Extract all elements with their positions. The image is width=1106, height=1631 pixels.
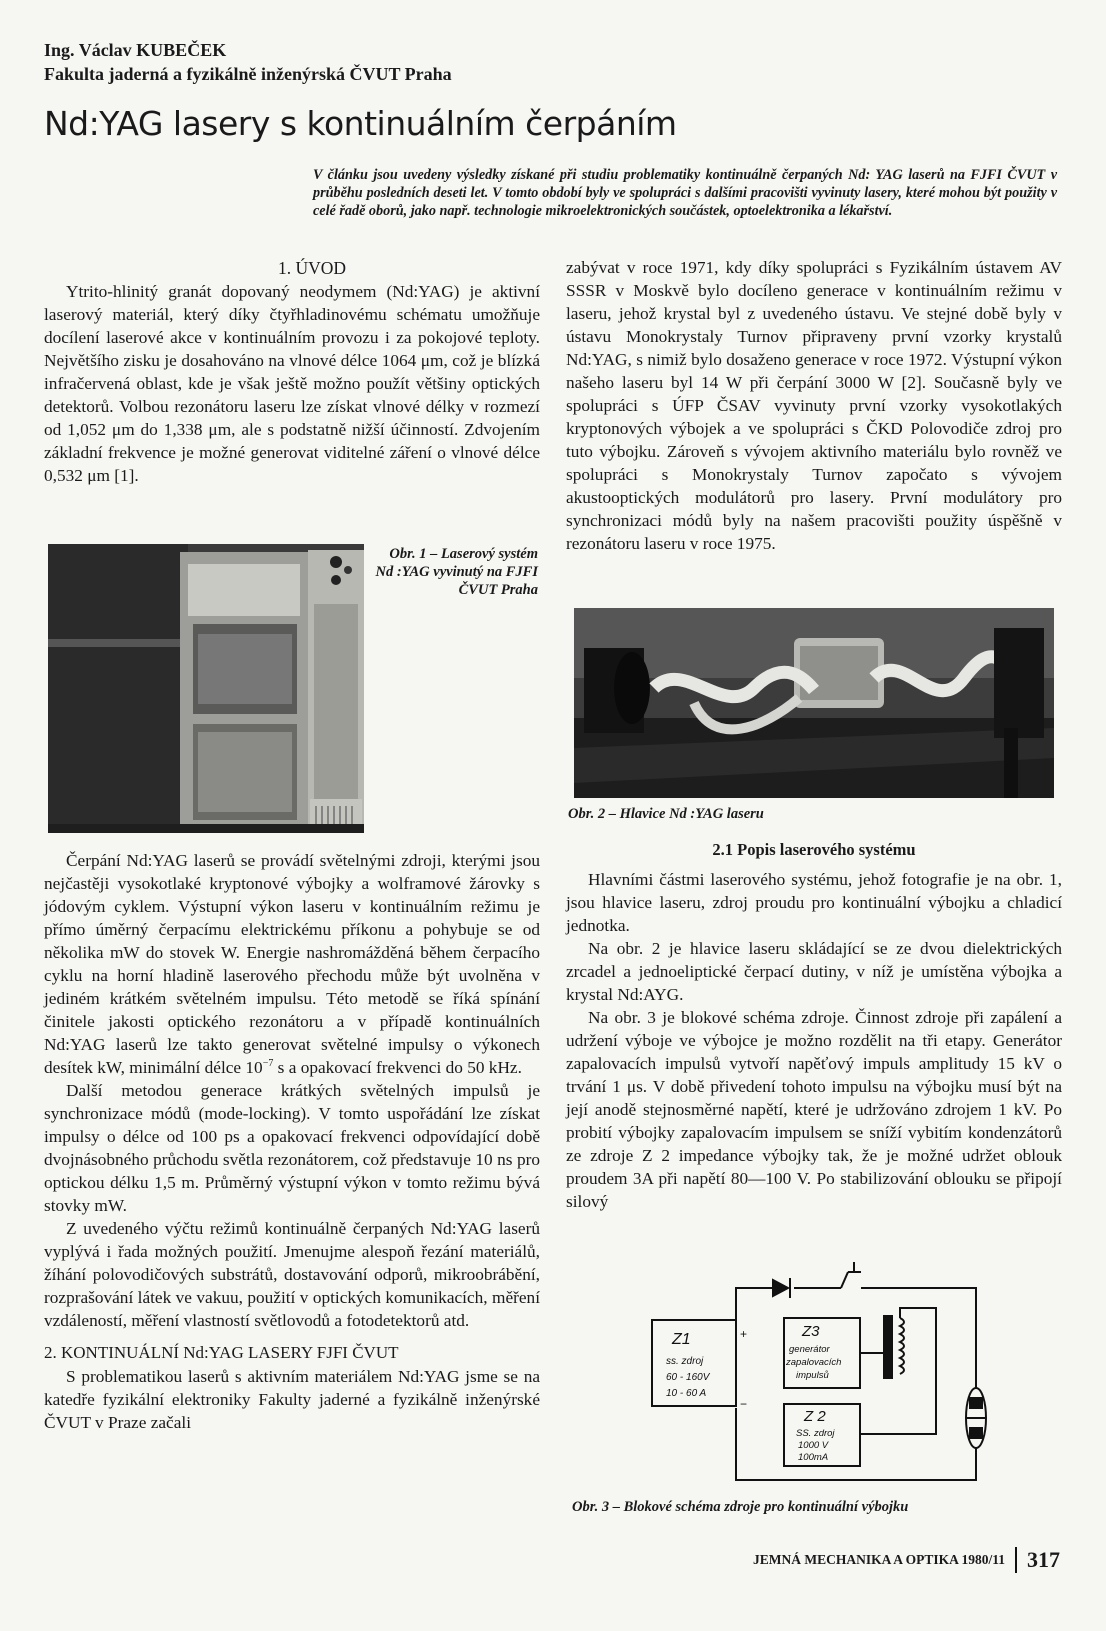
z2-line-2: 1000 V [798,1440,829,1451]
laser-head-paragraph: Na obr. 2 je hlavice laseru skládající se ze dvou dielektrických zrcadel a jednoeliptické čerpací dutiny, v níž je umístěna výbojka a krystal Nd:AYG. [566,939,1062,1004]
uvod-paragraph: Ytrito-hlinitý granát dopovaný neodymem (Nd:YAG) je aktivní laserový materiál, který díky čtyřhladinovému schématu umožňuje docílení laserové akce v kontinuálním provozu i za pokojové teploty. Největšího zisku je dosahováno na vlnové délce 1064 μm, což je blízká infračervená oblast, kde je však ještě možno použít většiny optických detektorů. Volbou rezonátoru laseru lze získat vlnové délky v rozmezí od 1,052 μm do 1,338 μm, ale s podstatně nižší účinností. Zdvojením základní frekvence je možné generovat viditelné záření o vlnové délce 0,532 μm [1]. [44,282,540,485]
article-title: Nd:YAG lasery s kontinuálním čerpáním [44,104,677,143]
z2-label: Z 2 [804,1408,826,1425]
applications-paragraph: Z uvedeného výčtu režimů kontinuálně čerpaných Nd:YAG laserů vyplývá i řada možných použití. Jmenujme alespoň řezání materiálů, žíhání polovodičových substrátů, dostavování odporů, mikroobrábění, rozprašování látek ve vakuu, použití v optických komunikacích, měření vzdáleností, měření vlastností světlovodů a fotodetektorů atd. [44,1219,540,1330]
section-1-heading: 1. ÚVOD [277,258,347,278]
pumping-paragraph [44,849,540,1079]
figure-2-photo [574,608,1054,798]
z1-line-3: 10 - 60 A [666,1388,707,1399]
figure-2-caption: Obr. 2 – Hlavice Nd :YAG laseru [568,806,764,822]
author-name: Ing. Václav KUBEČEK [44,40,227,60]
figure-3-diagram [636,1248,1036,1488]
page-number: 317 [1027,1547,1060,1572]
laser-system-photo [48,544,364,833]
z1-label: Z1 [672,1331,691,1348]
left-column-top [44,256,540,487]
right-column-middle [566,838,1062,1213]
figure-1-photo [48,544,364,833]
history-paragraph: zabývat v roce 1971, kdy díky spolupráci s Fyzikálním ústavem AV SSSR v Moskvě bylo docíleno generace v kontinuálním režimu v laseru, jehož krystal byl z uvedeného ústavu. Ve stejné době byly v ústavu Monokrystaly Turnov připraveny první vzorky krystalů Nd:YAG, s nimiž bylo dosaženo generace v roce 1972. Výstupní výkon našeho laseru byl 14 W při čerpání 3000 W [2]. Současně byly ve spolupráci s ÚFP ČSAV vyvinuty první vzorky vysokotlakých kryptonových výbojek a ve spolupráci s ČKD Polovodiče zdroj pro tuto výbojku. Zároveň s vývojem aktivního materiálu bylo rovněž ve spolupráci s Monokrystaly Turnov započato s vývojem akustooptických modulátorů pro lasery. První modulátory pro synchronizaci módů byly na našem pracovišti použity úspěšně v rezonátoru laseru v roce 1975. [566,258,1062,553]
journal-name: JEMNÁ MECHANIKA A OPTIKA 1980/11 [752,1552,1005,1567]
figure-3-caption: Obr. 3 – Blokové schéma zdroje pro kontinuální výbojku [572,1499,909,1515]
z3-line-2: zapalovacích [786,1357,842,1368]
power-source-paragraph: Na obr. 3 je blokové schéma zdroje. Činnost zdroje při zapálení a udržení výboje ve výbojce je možno rozdělit na tři etapy. Generátor zapalovacích impulsů vytvoří napěťový impuls amplitudy 15 kV o trvání 1 μs. V době přivedení tohoto impulsu na výbojku musí být na její anodě stejnosměrné napětí, které je udržováno zdrojem 1 kV. Po probití výbojky zapalovacím impulsem se sníží vybitím kondenzátorů ze zdroje Z 2 impedance výbojky tak, že je možné udržet oblouk proudem 3A při napětí 80—100 V. Po stabilizování oblouku se připojí silový [566,1008,1062,1211]
z1-minus: − [740,1397,748,1411]
author-affiliation: Fakulta jaderná a fyzikálně inženýrská ČVUT Praha [44,64,452,84]
subsection-2-1-heading: 2.1 Popis laserového systému [712,840,916,859]
right-column-top [566,256,1062,555]
z2-line-1: SS. zdroj [796,1428,835,1439]
left-column-bottom [44,849,540,1434]
z3-line-1: generátor [789,1344,830,1355]
pumping-text-b: s a opakovací frekvenci do 50 kHz. [273,1058,522,1077]
exponent: −7 [262,1058,274,1070]
page-footer [753,1546,1060,1574]
z2-line-3: 100mA [798,1452,829,1463]
section-2-heading: 2. KONTINUÁLNÍ Nd:YAG LASERY FJFI ČVUT [44,1343,399,1362]
laser-head-photo [574,608,1054,798]
author-block [44,38,452,86]
section-2-paragraph: S problematikou laserů s aktivním materiálem Nd:YAG jsme se na katedře fyzikální elektroniky Fakulty jaderné a fyzikálně inženýrské ČVUT v Praze začali [44,1367,540,1432]
z3-line-3: impulsů [796,1370,829,1381]
footer-divider [1015,1547,1017,1573]
pumping-text-a: Čerpání Nd:YAG laserů se provádí světelnými zdroji, kterými jsou nejčastěji vysokotlaké kryptonové výbojky a wolframové žárovky s jódovým cyklem. Výstupní výkon laseru v kontinuálním režimu je přímo úměrný čerpacímu elektrickému příkonu a pohybuje se od několika mW do stovek W. Energie nashromážděná během čerpacího cyklu na horní hladině laserového přechodu může být uvolněna v jediném krátkém světelném impulsu. Této metodě se říká spínání činitele jakosti optického rezonátoru a v případě kontinuálních Nd:YAG laserů lze takto generovat světelné impulsy o výkonech desítek kW, minimální délce 10 [44,851,540,1077]
z1-line-1: ss. zdroj [666,1356,704,1367]
abstract: V článku jsou uvedeny výsledky získané při studiu problematiky kontinuálně čerpaných Nd: YAG laserů na FJFI ČVUT v průběhu posledních deseti let. V tomto období byly ve spolupráci s dalšími pracovišti vyvinuty lasery, které mohou být použity v celé řadě oborů, jako např. technologie mikroelektronických součástek, optoelektronika a lékařství. [313,167,1057,219]
z3-label: Z3 [802,1323,820,1340]
z1-plus: + [740,1327,748,1341]
figure-1-caption: Obr. 1 – Laserový systém Nd :YAG vyvinutý na FJFI ČVUT Praha [375,546,538,598]
system-parts-paragraph: Hlavními částmi laserového systému, jehož fotografie je na obr. 1, jsou hlavice laseru, zdroj proudu pro kontinuální výbojku a chladicí jednotka. [566,870,1062,935]
z1-line-2: 60 - 160V [666,1372,710,1383]
mode-locking-paragraph: Další metodou generace krátkých světelných impulsů je synchronizace módů (mode-locking). V tomto uspořádání lze získat impulsy o délce od 100 ps a opakovací frekvenci odpovídající době dvojnásobného průchodu světla rezonátorem, což představuje 10 ns pro optickou délku 1,5 m. Průměrný výstupní výkon v tomto režimu bývá stovky mW. [44,1081,540,1215]
